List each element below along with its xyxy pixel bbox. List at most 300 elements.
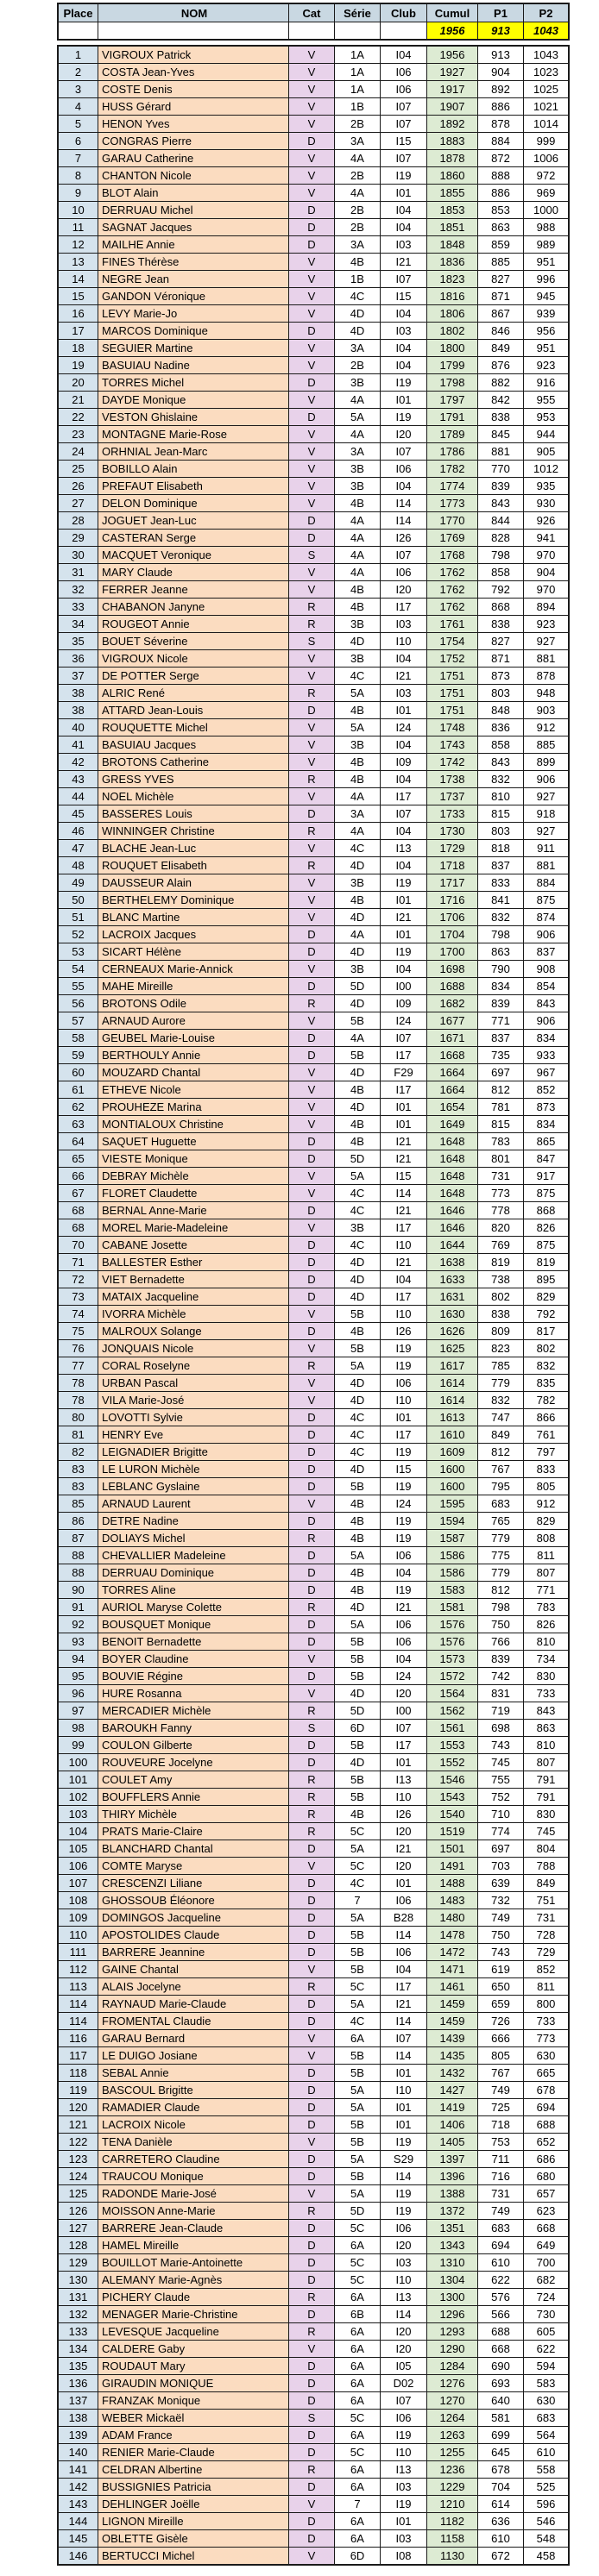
cell-place: 103 (58, 1806, 98, 1823)
cell-cumul: 1540 (427, 1806, 478, 1823)
cell-cumul: 1892 (427, 116, 478, 133)
cell-cat: V (289, 1375, 335, 1392)
cell-serie: 5B (335, 1478, 381, 1495)
cell-nom: LIGNON Mireille (98, 2513, 289, 2530)
cell-p1: 886 (478, 98, 524, 116)
results-table-body (58, 46, 569, 2565)
cell-cat: R (289, 2461, 335, 2479)
cell-cat: V (289, 254, 335, 271)
cell-club: S29 (381, 2151, 427, 2168)
cell-p2: 829 (524, 1288, 570, 1306)
cell-nom: VILA Marie-José (98, 1392, 289, 1409)
cell-p1: 845 (478, 426, 524, 443)
cell-place: 29 (58, 530, 98, 547)
cell-club: I19 (381, 874, 427, 892)
table-row (58, 2185, 569, 2203)
cell-p2: 596 (524, 2496, 570, 2513)
cell-cat: D (289, 1944, 335, 1961)
cell-serie: 4C (335, 1875, 381, 1892)
cell-p2: 1023 (524, 64, 570, 81)
table-row (58, 1478, 569, 1495)
cell-p1: 710 (478, 1806, 524, 1823)
cell-nom: LE DUIGO Josiane (98, 2047, 289, 2065)
cell-p2: 665 (524, 2065, 570, 2082)
cell-club: I04 (381, 1961, 427, 1978)
cell-cumul: 1770 (427, 512, 478, 530)
cell-serie: 4B (335, 1495, 381, 1513)
cell-serie: 5B (335, 2134, 381, 2151)
cell-club: I07 (381, 805, 427, 823)
cell-place: 116 (58, 2030, 98, 2047)
table-row (58, 340, 569, 357)
cell-cat: D (289, 926, 335, 943)
cell-p1: 645 (478, 2444, 524, 2461)
cell-cat: V (289, 1392, 335, 1409)
cell-club: I20 (381, 1685, 427, 1702)
cell-cumul: 1630 (427, 1306, 478, 1323)
cell-nom: FINES Thérèse (98, 254, 289, 271)
cell-p1: 778 (478, 1202, 524, 1219)
cell-place: 109 (58, 1909, 98, 1927)
cell-cumul: 1210 (427, 2496, 478, 2513)
cell-club: I26 (381, 1323, 427, 1340)
cell-place: 83 (58, 1478, 98, 1495)
table-row (58, 736, 569, 754)
cell-cumul: 1586 (427, 1564, 478, 1582)
cell-p2: 791 (524, 1789, 570, 1806)
cell-p1: 711 (478, 2151, 524, 2168)
cell-club: I10 (381, 1237, 427, 1254)
cell-nom: ETHEVE Nicole (98, 1081, 289, 1099)
cell-club: I01 (381, 926, 427, 943)
cell-club: I20 (381, 426, 427, 443)
cell-club: I13 (381, 2289, 427, 2306)
cell-p1: 834 (478, 978, 524, 995)
cell-serie: 4A (335, 926, 381, 943)
cell-club: I10 (381, 1392, 427, 1409)
cell-cumul: 1293 (427, 2323, 478, 2341)
cell-serie: 7 (335, 1892, 381, 1909)
cell-cumul: 1927 (427, 64, 478, 81)
cell-serie: 6A (335, 2237, 381, 2254)
cell-club: I03 (381, 2530, 427, 2548)
cell-club: I04 (381, 961, 427, 978)
cell-nom: VIGROUX Nicole (98, 650, 289, 668)
cell-serie: 4C (335, 668, 381, 685)
cell-place: 86 (58, 1513, 98, 1530)
cell-nom: CORAL Roselyne (98, 1357, 289, 1375)
cell-serie: 5A (335, 2151, 381, 2168)
cell-nom: RAYNAUD Marie-Claude (98, 1996, 289, 2013)
cell-serie: 4D (335, 1754, 381, 1771)
cell-p2: 843 (524, 995, 570, 1012)
table-row (58, 1047, 569, 1064)
cell-cat: R (289, 1702, 335, 1720)
cell-place: 120 (58, 2099, 98, 2116)
cell-nom: DOLIAYS Michel (98, 1530, 289, 1547)
cell-serie: 4B (335, 1081, 381, 1099)
cell-place: 34 (58, 616, 98, 633)
cell-p2: 773 (524, 2030, 570, 2047)
cell-cat: D (289, 2151, 335, 2168)
table-row (58, 2151, 569, 2168)
cell-club: I21 (381, 1599, 427, 1616)
cell-p2: 834 (524, 1030, 570, 1047)
cell-club: I01 (381, 1875, 427, 1892)
cell-club: I19 (381, 374, 427, 392)
cell-p1: 639 (478, 1875, 524, 1892)
cell-nom: WEBER Mickaël (98, 2410, 289, 2427)
cell-serie: 4D (335, 943, 381, 961)
cell-place: 139 (58, 2427, 98, 2444)
cell-p1: 833 (478, 874, 524, 892)
cell-p1: 735 (478, 1047, 524, 1064)
cell-club: I24 (381, 1012, 427, 1030)
cell-cat: V (289, 1099, 335, 1116)
cell-nom: TORRES Aline (98, 1582, 289, 1599)
cell-place: 61 (58, 1081, 98, 1099)
cell-p2: 731 (524, 1909, 570, 1927)
cell-serie: 3B (335, 616, 381, 633)
cell-p1: 704 (478, 2479, 524, 2496)
cell-place: 106 (58, 1858, 98, 1875)
cell-nom: MOREL Marie-Madeleine (98, 1219, 289, 1237)
cell-club: I01 (381, 2099, 427, 2116)
cell-nom: TORRES Michel (98, 374, 289, 392)
cell-serie: 4D (335, 1685, 381, 1702)
cell-cumul: 1586 (427, 1547, 478, 1564)
cell-cumul: 1878 (427, 150, 478, 167)
table-row (58, 1340, 569, 1357)
cell-p1: 698 (478, 1720, 524, 1737)
cell-place: 45 (58, 805, 98, 823)
cell-nom: ROUVEURE Jocelyne (98, 1754, 289, 1771)
cell-place: 47 (58, 840, 98, 857)
cell-place: 80 (58, 1409, 98, 1426)
cell-cat: D (289, 1996, 335, 2013)
table-row (58, 443, 569, 461)
cell-place: 72 (58, 1271, 98, 1288)
cell-cumul: 1633 (427, 1271, 478, 1288)
cell-cat: R (289, 857, 335, 874)
cell-serie: 3A (335, 340, 381, 357)
table-row (58, 2341, 569, 2358)
cell-cat: R (289, 2203, 335, 2220)
table-row (58, 46, 569, 64)
table-row (58, 2427, 569, 2444)
cell-club: I01 (381, 702, 427, 719)
cell-club: I14 (381, 2047, 427, 2065)
cell-p1: 810 (478, 788, 524, 805)
table-row (58, 1720, 569, 1737)
cell-serie: 1B (335, 271, 381, 288)
cell-club: I05 (381, 2358, 427, 2375)
cell-p1: 812 (478, 1582, 524, 1599)
table-row (58, 167, 569, 185)
table-row (58, 1547, 569, 1564)
cell-cat: D (289, 2065, 335, 2082)
cell-p2: 908 (524, 961, 570, 978)
cell-serie: 3A (335, 236, 381, 254)
cell-p1: 798 (478, 1599, 524, 1616)
cell-place: 58 (58, 1030, 98, 1047)
cell-cumul: 1797 (427, 392, 478, 409)
cell-nom: BERTHELEMY Dominique (98, 892, 289, 909)
cell-club: I19 (381, 2496, 427, 2513)
cell-p2: 807 (524, 1754, 570, 1771)
cell-place: 131 (58, 2289, 98, 2306)
cell-club: I20 (381, 581, 427, 599)
table-row (58, 271, 569, 288)
table-row (58, 2410, 569, 2427)
totals-empty-cell (335, 22, 381, 41)
cell-cumul: 1427 (427, 2082, 478, 2099)
cell-nom: CHABANON Janyne (98, 599, 289, 616)
cell-serie: 2B (335, 219, 381, 236)
cell-cat: D (289, 1582, 335, 1599)
cell-cumul: 1130 (427, 2548, 478, 2566)
cell-cumul: 1752 (427, 650, 478, 668)
cell-serie: 2B (335, 202, 381, 219)
cell-cat: D (289, 1668, 335, 1685)
cell-cat: D (289, 323, 335, 340)
cell-place: 117 (58, 2047, 98, 2065)
cell-cat: D (289, 1047, 335, 1064)
cell-club: I04 (381, 736, 427, 754)
cell-cat: R (289, 685, 335, 702)
cell-place: 30 (58, 547, 98, 564)
cell-cumul: 1405 (427, 2134, 478, 2151)
cell-place: 23 (58, 426, 98, 443)
cell-p2: 863 (524, 1720, 570, 1737)
cell-serie: 3A (335, 805, 381, 823)
cell-serie: 6A (335, 2513, 381, 2530)
table-row (58, 547, 569, 564)
cell-p2: 906 (524, 771, 570, 788)
cell-cumul: 1704 (427, 926, 478, 943)
cell-p2: 906 (524, 1012, 570, 1030)
cell-serie: 4D (335, 995, 381, 1012)
cell-p2: 826 (524, 1219, 570, 1237)
cell-club: I15 (381, 288, 427, 305)
cell-p2: 969 (524, 185, 570, 202)
table-row (58, 909, 569, 926)
results-table-header-block (57, 3, 570, 41)
cell-p2: 944 (524, 426, 570, 443)
cell-cat: V (289, 1219, 335, 1237)
cell-cat: D (289, 219, 335, 236)
cell-cat: D (289, 409, 335, 426)
cell-nom: BUSSIGNIES Patricia (98, 2479, 289, 2496)
cell-p2: 926 (524, 512, 570, 530)
cell-p1: 743 (478, 1737, 524, 1754)
cell-serie: 4D (335, 1375, 381, 1392)
cell-club: I10 (381, 2272, 427, 2289)
cell-club: I04 (381, 202, 427, 219)
cell-nom: COULET Amy (98, 1771, 289, 1789)
cell-place: 26 (58, 478, 98, 495)
cell-p1: 614 (478, 2496, 524, 2513)
cell-cumul: 1717 (427, 874, 478, 892)
cell-nom: GEUBEL Marie-Louise (98, 1030, 289, 1047)
cell-cumul: 1471 (427, 1961, 478, 1978)
cell-place: 38 (58, 685, 98, 702)
cell-cat: V (289, 1685, 335, 1702)
table-row (58, 133, 569, 150)
cell-cumul: 1774 (427, 478, 478, 495)
cell-nom: MONTAGNE Marie-Rose (98, 426, 289, 443)
cell-nom: VIGROUX Patrick (98, 46, 289, 64)
cell-nom: MACQUET Veronique (98, 547, 289, 564)
cell-club: I19 (381, 1478, 427, 1495)
table-row (58, 564, 569, 581)
cell-cat: V (289, 1858, 335, 1875)
cell-p2: 802 (524, 1340, 570, 1357)
cell-serie: 6A (335, 2479, 381, 2496)
table-row (58, 1254, 569, 1271)
cell-serie: 4D (335, 909, 381, 926)
cell-place: 104 (58, 1823, 98, 1840)
cell-serie: 4B (335, 254, 381, 271)
cell-p1: 842 (478, 392, 524, 409)
cell-club: I04 (381, 1651, 427, 1668)
cell-place: 111 (58, 1944, 98, 1961)
cell-cat: R (289, 995, 335, 1012)
cell-p2: 989 (524, 236, 570, 254)
cell-p2: 852 (524, 1081, 570, 1099)
cell-cat: D (289, 1271, 335, 1288)
cell-club: I03 (381, 323, 427, 340)
cell-nom: ADAM France (98, 2427, 289, 2444)
cell-p1: 743 (478, 1944, 524, 1961)
cell-p2: 810 (524, 1737, 570, 1754)
column-header-nom: NOM (98, 3, 289, 22)
cell-club: I04 (381, 219, 427, 236)
cell-nom: HURE Rosanna (98, 1685, 289, 1702)
cell-p1: 755 (478, 1771, 524, 1789)
cell-cat: D (289, 1633, 335, 1651)
cell-serie: 1B (335, 98, 381, 116)
cell-p1: 725 (478, 2099, 524, 2116)
cell-place: 124 (58, 2168, 98, 2185)
table-row (58, 1133, 569, 1150)
cell-p2: 761 (524, 1426, 570, 1444)
cell-p2: 733 (524, 1685, 570, 1702)
cell-place: 11 (58, 219, 98, 236)
cell-club: I07 (381, 150, 427, 167)
cell-nom: NOEL Michèle (98, 788, 289, 805)
cell-cumul: 1594 (427, 1513, 478, 1530)
table-row (58, 2530, 569, 2548)
table-row (58, 2220, 569, 2237)
cell-p2: 873 (524, 1099, 570, 1116)
cell-club: I10 (381, 2444, 427, 2461)
cell-serie: 4A (335, 392, 381, 409)
cell-serie: 5C (335, 2444, 381, 2461)
cell-serie: 6B (335, 2306, 381, 2323)
cell-cumul: 1609 (427, 1444, 478, 1461)
cell-place: 132 (58, 2306, 98, 2323)
cell-cat: D (289, 1323, 335, 1340)
cell-cat: V (289, 2030, 335, 2047)
cell-nom: CHEVALLIER Madeleine (98, 1547, 289, 1564)
cell-place: 24 (58, 443, 98, 461)
cell-p2: 875 (524, 1237, 570, 1254)
cell-p1: 858 (478, 736, 524, 754)
cell-cat: D (289, 1840, 335, 1858)
cell-serie: 6A (335, 2375, 381, 2392)
cell-place: 14 (58, 271, 98, 288)
cell-cumul: 1646 (427, 1219, 478, 1237)
cell-cumul: 1751 (427, 702, 478, 719)
cell-p1: 688 (478, 2323, 524, 2341)
table-row (58, 1116, 569, 1133)
table-row (58, 616, 569, 633)
cell-nom: BASSERES Louis (98, 805, 289, 823)
cell-p1: 844 (478, 512, 524, 530)
cell-cat: V (289, 564, 335, 581)
cell-cat: D (289, 1426, 335, 1444)
cell-p2: 972 (524, 167, 570, 185)
cell-nom: MAILHE Annie (98, 236, 289, 254)
cell-cumul: 1614 (427, 1375, 478, 1392)
cell-cumul: 1351 (427, 2220, 478, 2237)
totals-empty-cell (98, 22, 289, 41)
cell-cat: V (289, 788, 335, 805)
table-row (58, 1564, 569, 1582)
cell-nom: BERTHOULY Annie (98, 1047, 289, 1064)
cell-cumul: 1573 (427, 1651, 478, 1668)
cell-p2: 996 (524, 271, 570, 288)
cell-club: I10 (381, 1306, 427, 1323)
cell-serie: 5A (335, 2185, 381, 2203)
cell-cumul: 1791 (427, 409, 478, 426)
cell-p2: 878 (524, 668, 570, 685)
table-row (58, 1444, 569, 1461)
cell-nom: RADONDE Marie-José (98, 2185, 289, 2203)
table-row (58, 1702, 569, 1720)
table-row (58, 98, 569, 116)
cell-cumul: 1397 (427, 2151, 478, 2168)
cell-place: 16 (58, 305, 98, 323)
cell-p1: 881 (478, 443, 524, 461)
cell-p1: 718 (478, 2116, 524, 2134)
cell-p1: 795 (478, 1478, 524, 1495)
cell-p1: 610 (478, 2530, 524, 2548)
cell-place: 6 (58, 133, 98, 150)
cell-serie: 4B (335, 1806, 381, 1823)
cell-club: I06 (381, 2220, 427, 2237)
cell-nom: BOYER Claudine (98, 1651, 289, 1668)
cell-cumul: 1648 (427, 1150, 478, 1168)
cell-nom: ATTARD Jean-Louis (98, 702, 289, 719)
cell-cumul: 1738 (427, 771, 478, 788)
cell-cumul: 1677 (427, 1012, 478, 1030)
cell-p2: 783 (524, 1599, 570, 1616)
cell-cat: V (289, 1081, 335, 1099)
table-row (58, 2065, 569, 2082)
cell-p1: 650 (478, 1978, 524, 1996)
cell-cat: D (289, 1444, 335, 1461)
cell-place: 32 (58, 581, 98, 599)
cell-place: 59 (58, 1047, 98, 1064)
cell-p2: 834 (524, 1116, 570, 1133)
cell-serie: 1A (335, 81, 381, 98)
cell-serie: 4A (335, 150, 381, 167)
cell-p2: 875 (524, 1185, 570, 1202)
cell-place: 93 (58, 1633, 98, 1651)
cell-cat: D (289, 133, 335, 150)
